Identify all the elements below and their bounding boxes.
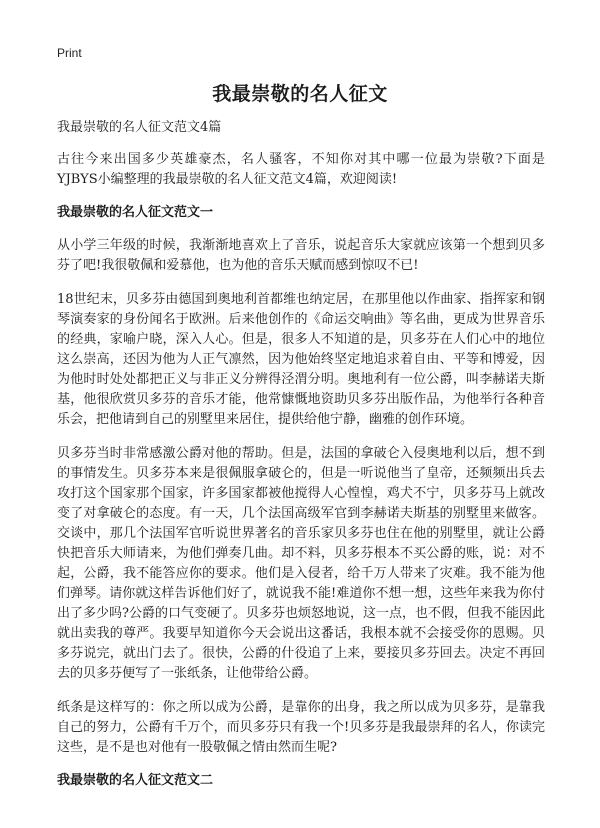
document-body bbox=[57, 118, 545, 804]
paragraph: 纸条是这样写的：你之所以成为公爵，是靠你的出身，我之所以成为贝多芬，是靠我自己的努力，公爵有千万个，而贝多芬只有我一个!贝多芬是我最崇拜的名人，你读完这些，是不是也对他有一股敬佩之情由然而生呢? bbox=[57, 700, 545, 755]
print-label[interactable]: Print bbox=[57, 46, 82, 60]
paragraph: 贝多芬当时非常感激公爵对他的帮助。但是，法国的拿破仑入侵奥地利以后，想不到的事情发生。贝多芬本来是很佩服拿破仑的，但是一听说他当了皇帝，还频频出兵去攻打这个国家那个国家，许多国家都被他搅得人心惶惶，鸡犬不宁，贝多芬马上就改变了对拿破仑的态度。有一天，几个法国高级军官到李赫诺夫斯基的别墅里来做客。交谈中，那几个法国军官听说世界著名的音乐家贝多芬也住在他的别墅里，就让公爵快把音乐大师请来，为他们弹奏几曲。却不料，贝多芬根本不买公爵的账，说：对不起，公爵，我不能答应你的要求。他们是入侵者，给千万人带来了灾难。我不能为他们弹琴。请你就这样告诉他们好了，就说我不能!难道你不想一想，这些年来我为你付出了多少吗?公爵的口气变硬了。贝多芬也烦怒地说，这一点，也不假，但我不能因此就出卖我的尊严。我要早知道你今天会说出这番话，我根本就不会接受你的恩赐。贝多芬说完，就出门去了。很快，公爵的什役追了上来，要接贝多芬回去。决定不再回去的贝多芬便写了一张纸条，让他带给公爵。 bbox=[57, 446, 545, 681]
section-heading-1: 我最崇敬的名人征文范文一 bbox=[57, 205, 214, 220]
page-title: 我最崇敬的名人征文 bbox=[212, 83, 388, 105]
lead-paragraph: 古往今来出国多少英雄豪杰，名人骚客，不知你对其中哪一位最为崇敬?下面是YJBYS小编整理的我最崇敬的名人征文范文4篇，欢迎阅读! bbox=[57, 152, 545, 187]
paragraph: 从小学三年级的时候，我渐渐地喜欢上了音乐，说起音乐大家就应该第一个想到贝多芬了吧!我很敬佩和爱慕他，也为他的音乐天赋而感到惊叹不已! bbox=[57, 238, 545, 273]
section-heading-2: 我最崇敬的名人征文范文二 bbox=[57, 773, 214, 788]
subtitle: 我最崇敬的名人征文范文4篇 bbox=[57, 120, 222, 135]
paragraph: 18世纪末，贝多芬由德国到奥地利首都维也纳定居，在那里他以作曲家、指挥家和钢琴演奏家的身份闻名于欧洲。后来他创作的《命运交响曲》等名曲，更成为世界音乐的经典，家喻户晓，深入人心。但是，很多人不知道的是，贝多芬在人们心中的地位这么崇高，还因为他为人正气凛然，因为他始终坚定地追求着自由、平等和博爱，因为他时时处处都把正义与非正义分辨得泾渭分明。奥地利有一位公爵，叫李赫诺夫斯基，他很欣赏贝多芬的音乐才能，他常慷慨地资助贝多芬出版作品，为他举行各种音乐会，把他请到自己的别墅里来居住，提供给他宁静，幽雅的创作环境。 bbox=[57, 292, 545, 427]
